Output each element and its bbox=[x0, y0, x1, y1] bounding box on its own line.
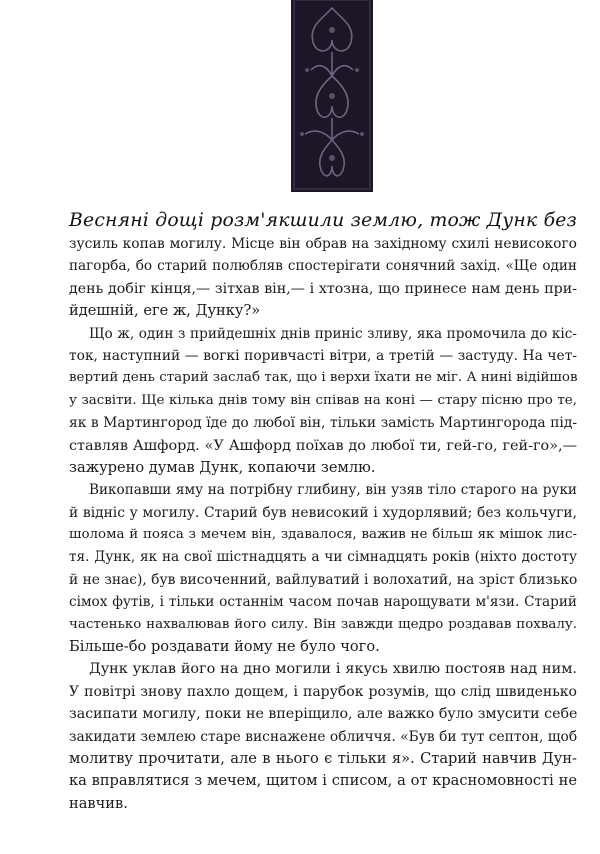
paragraph-2 bbox=[69, 323, 577, 480]
paragraph-1 bbox=[69, 209, 577, 323]
text-line: ток, наступний — вогкі поривчасті вітри, а третій — застуду. На чет- bbox=[69, 347, 577, 364]
text-line: йдешній, еге ж, Дунку?» bbox=[69, 302, 261, 320]
text-line: тя. Дунк, як на свої шістнадцять а чи сімнадцять років (ніхто достоту bbox=[69, 549, 577, 566]
text-line: як в Мартингород їде до любої він, тільки замість Мартингорода під- bbox=[69, 415, 577, 432]
text-line: й не знає), був височенний, вайлуватий і волохатий, на зріст близько bbox=[69, 571, 578, 588]
paragraph-3 bbox=[69, 479, 577, 658]
story-text bbox=[69, 209, 577, 815]
chapter-ornament-icon bbox=[291, 0, 373, 192]
text-line: молитву прочитати, але в нього є тільки я». Старий навчив Дун- bbox=[69, 749, 577, 767]
text-line: У повітрі знову пахло дощем, і парубок розумів, що слід швиденько bbox=[69, 683, 577, 700]
text-line: навчив. bbox=[69, 794, 128, 812]
text-line: закидати землею старе виснажене обличчя. «Був би тут септон, щоб bbox=[69, 728, 578, 745]
lead-line: Весняні дощі розм'якшили землю, тож Дунк без bbox=[69, 210, 577, 231]
text-line: Дунк уклав його на дно могили і якусь хвилю постояв над ним. bbox=[89, 661, 577, 678]
text-line: пагорба, бо старий полюбляв спостерігати сонячний захід. «Ще один bbox=[69, 258, 577, 275]
text-line: зажурено думав Дунк, копаючи землю. bbox=[69, 458, 376, 476]
text-line: засипати могилу, поки не вперіщило, але важко було змусити себе bbox=[69, 706, 578, 723]
text-line: сімох футів, і тільки останнім часом почав нарощувати м'язи. Старий bbox=[69, 594, 577, 611]
text-line: ка вправлятися з мечем, щитом і списом, а от красномовності не bbox=[69, 772, 577, 790]
text-line: Більше-бо роздавати йому не було чого. bbox=[69, 638, 380, 656]
text-line: у засвіти. Ще кілька днів тому він співав на коні — стару пісню про те, bbox=[69, 392, 577, 408]
text-line: день добіг кінця,— зітхав він,— і хтозна, що принесе нам день при- bbox=[69, 280, 577, 297]
text-line: Що ж, один з прийдешніх днів приніс зливу, яка промочила до кіс- bbox=[89, 325, 577, 342]
text-line: ставляв Ашфорд. «У Ашфорд поїхав до любої ти, гей-го, гей-го»,— bbox=[69, 437, 577, 454]
paragraph-4 bbox=[69, 658, 577, 815]
text-line: Викопавши яму на потрібну глибину, він узяв тіло старого на руки bbox=[89, 482, 577, 499]
text-line: зусиль копав могилу. Місце він обрав на західному схилі невисокого bbox=[69, 236, 577, 252]
text-line: вертий день старий заслаб так, що і верхи їхати не міг. А нині відійшов bbox=[69, 370, 578, 386]
text-line: шолома й пояса з мечем він, здавалося, важив не більш як мішок лис- bbox=[69, 527, 577, 543]
text-line: частенько нахвалював його силу. Він завжди щедро роздавав похвалу. bbox=[69, 616, 577, 632]
text-line: й відніс у могилу. Старий був невисокий і худорлявий; без кольчуги, bbox=[69, 504, 577, 521]
